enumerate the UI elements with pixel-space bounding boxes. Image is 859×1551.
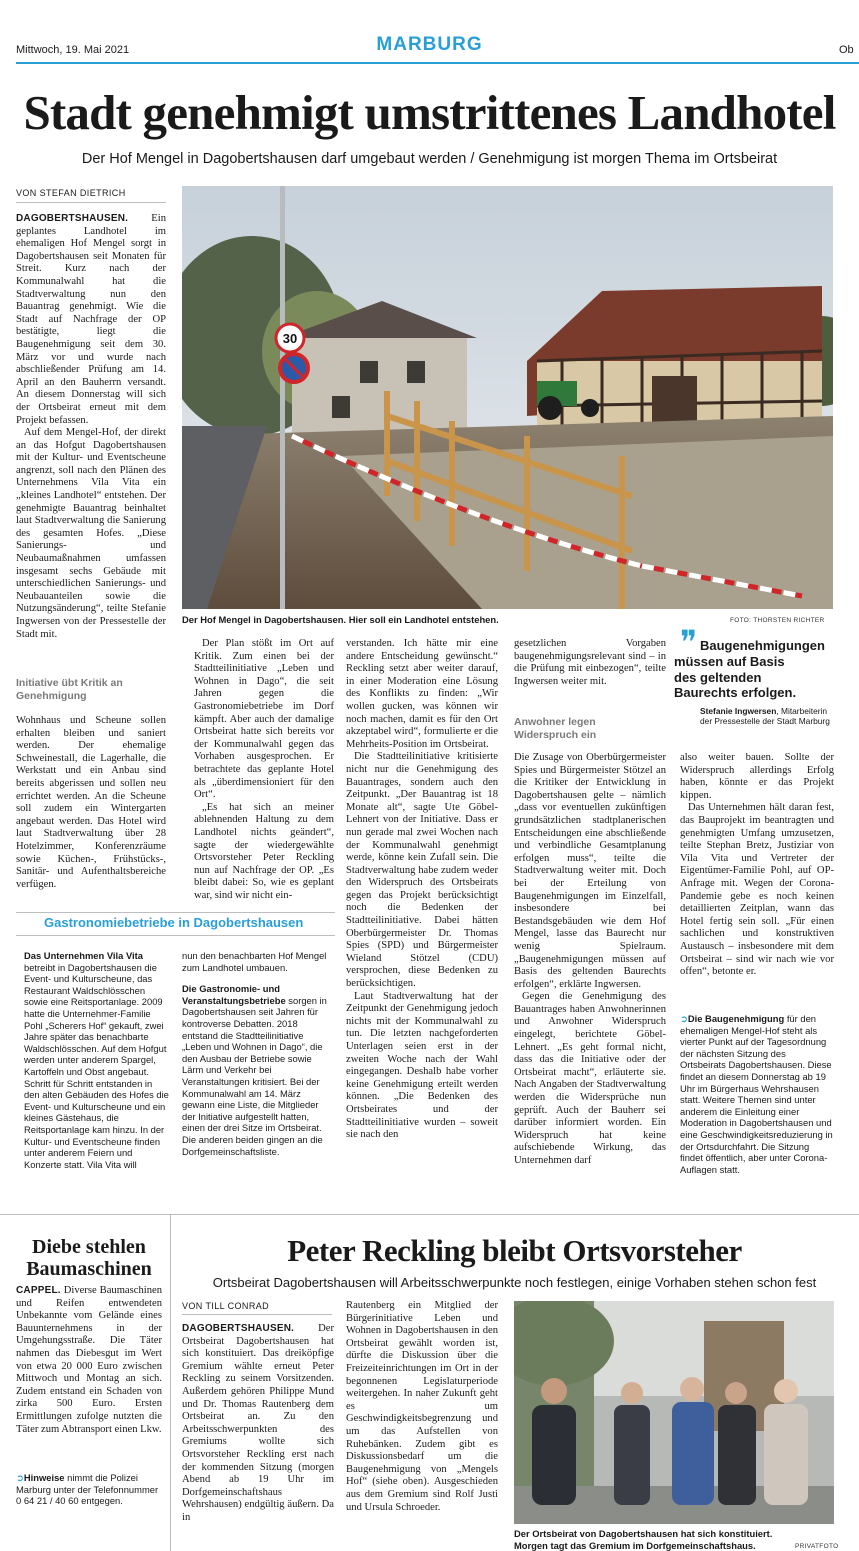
section-subhead: Anwohner legen Widerspruch ein <box>514 716 597 741</box>
article-paragraph: Die Stadtteilinitiative kritisierte nicht nur die Genehmigung des Bauantrages, sondern auch den Zeitpunkt. „Der Bauantrag ist 18 Monate alt“, sagte Ute Göbel-Lehnert von der Initiative. Dass er nun gerade mal zwei Wochen nach der Kommunalwahl genehmigt werde, könne kein Zufall sein. Die Stadtverwaltung habe zudem weder den Widerspruch des Ortsbeirats gegen das Projekt berücksichtigt noch die Bedenken der Stadtteilinitiative. Dabei hätten Oberbürgermeister Dr. Thomas Spies (SPD) und Bürgermeister Wieland Stötzel (CDU) versprochen, diese Bedenken zu berücksichtigen. <box>346 751 498 990</box>
hint-lead: Hinweise <box>23 1472 65 1483</box>
article-paragraph: Der Plan stößt im Ort auf Kritik. Zum einen bei der Stadtteilinitiative „Leben und Wohnen in Dago“, die seit Jahren gegen die Gastronomiebetriebe im Dorf kämpft. Aber auch der damalige Ortsbeirat hatte sich bereits vor der Kommunalwahl gegen das Vorhaben ausgesprochen. Er betrachtete das geplante Hotel als „überdimensioniert für den Ort“. <box>194 638 334 801</box>
lead-photo[interactable] <box>182 186 833 609</box>
page-subheadline: Der Hof Mengel in Dagobertshausen darf umgebaut werden / Genehmigung ist morgen Thema im Ortsbeirat <box>81 151 778 167</box>
byline: VON STEFAN DIETRICH <box>16 188 126 198</box>
info-box-rule-bottom <box>16 935 335 936</box>
info-note-text: für den ehemaligen Mengel-Hof steht als vierter Punkt auf der Tagesordnung der nächsten Sitzung des Ortsbeirats Dagobertshausen. Diese findet an diesem Donnerstag ab 19 Uhr im Bürgerhaus Wehrshausen statt. Weitere Themen sind unter anderem die Einleitung einer Moderation in Dagobertshausen und eine Geschwindigkeitsreduzierung in der Ortsdurchfahrt. Die Sitzung findet öffentlich, aber unter Corona-Auflagen statt. <box>680 1013 833 1175</box>
article-paragraph: Wohnhaus und Scheune sollen erhalten bleiben und saniert werden. Der ehemalige Schweinestall, die Lagerhalle, die Werkstatt und ein Anbau sind bereits abgerissen und sollen neu errichtet werden. An die Scheune soll zudem ein Wintergarten angebaut werden. Das Hotel wird laut Stadtverwaltung über 28 Hotelzimmer, Konferenzräume sowie Küchen-, Frühstücks-, Sanitär- und Aufenthaltsbereiche verfügen. <box>16 715 166 890</box>
article-paragraph: Laut Stadtverwaltung hat der Zeitpunkt der Genehmigung jedoch nichts mit der Kommunalwahl zu tun. Die letzten nachgeforderten Unterlagen seien erst in der zweiten Woche nach der Wahl eingegangen. Deshalb habe vorher keine Genehmigung erteilt werden können. „Die Bedenken des Ortsbeirates und der Stadtteilinitiative wurden – soweit sie nach den <box>346 990 498 1141</box>
info-box-title: Gastronomiebetriebe in Dagobertshausen <box>44 915 304 930</box>
quote-role: , Mitarbeiterin der Pressestelle der Stadt Marburg <box>700 706 830 726</box>
header-rule <box>16 62 859 64</box>
dateline: DAGOBERTSHAUSEN. <box>16 213 129 224</box>
article-paragraph: Der Ortsbeirat Dagobertshausen hat sich konstituiert. Das dreiköpfige Gremium wählte erneut Peter Reckling zu seinem Vorsitzenden. Außerdem gehören Philippe Mund und Dr. Thomas Rautenberg dem Ortsbeirat an. Zu den Arbeitsschwerpunkten des Gremiums wollte sich Ortsvorsteher Reckling erst nach der kommenden Sitzung (morgen Abend ab 19 Uhr im Dorfgemeinschaftshaus Wehrshausen) endgültig äußern. Da in <box>182 1323 334 1523</box>
info-box-col2 <box>182 950 327 1167</box>
article-paragraph: Rautenberg ein Mitglied der Bürgerinitiative Leben und Wohnen in Dagobertshausen in den Ortsbeirat gewählt worden ist, dürfte die Diskussion über die Freizeiteinrichtungen im Ort in der begonnenen Legislaturperiode weitergehen. In naher Zukunft geht es um Geschwindigkeitsbegrenzung und um das Aufstellen von Ruhebänken. Zudem gibt es Diskussionsbedarf um die Baugenehmigung von „Mengels Hof“ (siehe oben). Ausgeschieden aus dem Gremium sind Rolf Justi und Ursula Schroeder. <box>346 1300 498 1513</box>
info-box-text: nun den benachbarten Hof Mengel zum Landhotel umbauen. <box>182 950 327 973</box>
brief-paragraph: Diverse Baumaschinen und Reifen entwendeten Unbekannte vom Gelände eines Bauunternehmens in der Umgehungsstraße. Die Täter nahmen das Diebesgut im Wert von etwa 20 000 Euro zwischen Mittwoch und Montag an sich. Zudem entstand ein Schaden von zirka 500 Euro. Ersten Ermittlungen zufolge nutzten die Täter zum Abtransport einen Lkw. <box>16 1285 162 1435</box>
pull-quote-source <box>700 706 840 726</box>
brief-text <box>16 1285 162 1436</box>
article-paragraph: gesetzlichen Vorgaben baugenehmigungsrelevant sind – in die Prüfung mit einbezogen“, teilte Ingwersen weiter mit. <box>514 638 666 687</box>
info-box-col1 <box>24 950 169 1180</box>
article-paragraph: Das Unternehmen hält daran fest, das Bauprojekt im beantragten und genehmigten Umfang umzusetzen, teilte Stephan Bretz, Justiziar von Vila Vita und Vertreter der Eigentümer-Familie Pohl, auf OP-Anfrage mit. Wegen der Corona-Pandemie gebe es noch keinen detaillierten Zeitplan, wann das Hotel fertig sein soll. „Für einen sachlichen und konstruktiven Austausch – insbesondere mit dem Ortsbeirat – sind wir nach wie vor offen“, betonte er. <box>680 802 834 978</box>
group-photo-credit: PRIVATFOTO <box>795 1543 839 1550</box>
arrow-icon: ➲ <box>16 1472 24 1483</box>
article-paragraph: Auf dem Mengel-Hof, der direkt an das Hofgut Dagobertshausen mit der Kultur- und Eventscheune angrenzt, soll nach den Plänen des Unternehmens Vila Vita ein „kleines Landhotel“ entstehen. Der genehmigte Bauantrag beinhaltet laut Stadtverwaltung die Sanierung des gesamten Hofes. „Diese Sanierungs- und Neubaumaßnahmen umfassen insgesamt sechs Gebäude mit unterschiedlichen Sanierungs- und Neubauanteilen sowie die Nutzungsänderung“, teilte Stefanie Ingwersen von der Pressestelle der Stadt mit. <box>16 427 166 640</box>
article-paragraph: verstanden. Ich hätte mir eine andere Entscheidung gewünscht.“ Reckling setzt aber weiter darauf, in einer Moderation eine Lösung des Konflikts zu finden: „Wir wollen gucken, was können wir noch machen, damit es für den Ort akzeptabel wird“, formulierte er die Mehrheits-Position im Ortsbeirat. <box>346 638 498 750</box>
quote-name: Stefanie Ingwersen <box>700 706 777 716</box>
second-col1 <box>182 1323 334 1525</box>
second-byline: VON TILL CONRAD <box>182 1301 270 1311</box>
article-paragraph: Gegen die Genehmigung des Bauantrages haben Anwohnerinnen und Anwohner Widerspruch eingelegt, berichtete Göbel-Lehnert. „Es geht formal nicht, dass das die Initiative oder der Ortsbeirat macht“, erläuterte sie. Nach Angaben der Stadtverwaltung werden die Widersprüche nun geprüft. Auch der Bauherr sei darüber informiert worden. Ein Widerspruch hat keine aufschiebende Wirkung, das Unternehmen darf <box>514 991 666 1166</box>
brief-dateline: CAPPEL. <box>16 1285 61 1296</box>
pull-quote: Baugenehmigungen müssen auf Basis des geltenden Baurechts erfolgen. <box>674 638 825 701</box>
main-article-col4b <box>514 752 666 1168</box>
info-box-rule <box>16 912 335 913</box>
info-note <box>680 1013 834 1175</box>
info-box-text: sorgen in Dagobertshausen seit Jahren für kontroverse Debatten. 2018 entstand die Stadtteilinitiative „Leben und Wohnen in Dago“, die den Ausbau der Betriebe sowie Lärm und Verkehr bei Veranstaltungen kritisiert. Bei der Kommunalwahl am 14. März gewann eine Liste, die Mitglieder der Initiative aufgestellt hatten, einen der drei Sitze im Ortsbeirat. Die anderen beiden gingen an die Dorfgemeinschaftsliste. <box>182 994 327 1157</box>
article-paragraph: Die Zusage von Oberbürgermeister Spies und Bürgermeister Stötzel an die Kritiker der Entwicklung in Dagobertshausen gelte – nämlich „dass vor eventuellen zukünftigen grundsätzlichen stadtplanerischen Entscheidungen eine abschließende und verbindliche Gesamtplanung erfolgen muss“, teilte die Stadtverwaltung weiter mit. Doch bei der Erteilung von Baugenehmigungen im Einzelfall, insbesondere bei Bestandsgebäuden wie dem Hof Mengel, lasse das Baurecht nur wenig Spielraum. „Baugenehmigungen müssen auf Basis des geltenden Baurechts erfolgen“, erklärte Ingwersen. <box>514 752 666 990</box>
hint-text: nimmt die Polizei Marburg unter der Telefonnummer 0 64 21 / 40 60 entgegen. <box>16 1472 159 1507</box>
second-headline: Peter Reckling bleibt Ortsvorsteher <box>287 1233 742 1268</box>
main-article-col1 <box>16 213 166 641</box>
info-note-lead: Die Baugenehmigung <box>687 1013 785 1024</box>
section-title[interactable]: MARBURG <box>376 34 483 55</box>
main-article-col3 <box>346 638 498 1142</box>
second-col2 <box>346 1300 498 1514</box>
article-paragraph: also weiter bauen. Sollte der Widerspruch allerdings Erfolg haben, könnte er das Projekt kippen. <box>680 752 834 801</box>
info-box-text: betreibt in Dagobertshausen die Event- und Kulturscheune, das Restaurant Waldschlösschen sowie eine Reitsportanlage. 2009 hatte die Unternehmer-Familie Pohl „Scherers Hof“ gekauft, zwei Jahre später das benachbarte Waldschlösschen. Auf dem Hofgut werden unter anderem Spargel, Kartoffeln und Obst angebaut. Schritt für Schritt entstanden in den alten Gebäuden des Hofes die Event- und Kulturscheune und ein kleines Gästehaus, die Reitsportanlage kam hinzu. In der Kultur- und Eventscheune finden unter anderem Feiern und Konzerte statt. Vila Vita will <box>24 961 169 1170</box>
group-photo-caption: Der Ortsbeirat von Dagobertshausen hat sich konstituiert. Morgen tagt das Gremium im Dorfgemeinschaftshaus. <box>514 1528 773 1551</box>
second-subheadline: Ortsbeirat Dagobertshausen will Arbeitsschwerpunkte noch festlegen, einige Vorhaben stehen schon fest <box>212 1275 817 1290</box>
byline-rule <box>16 202 166 203</box>
group-photo[interactable] <box>514 1301 834 1524</box>
article-paragraph: „Es hat sich an meiner ablehnenden Haltung zu dem Landhotel nichts geändert“, sagte der wiedergewählte Ortsvorsteher Peter Reckling nun auf Nachfrage der OP. „Es bleibt dabei: So, wie es geplant war, sind wir nicht ein- <box>194 801 334 901</box>
info-box-lead: Die Gastronomie- und Veranstaltungsbetriebe <box>182 983 286 1006</box>
page-headline: Stadt genehmigt umstrittenes Landhotel <box>23 85 836 140</box>
section-divider <box>0 1214 859 1215</box>
info-box-lead: Das Unternehmen Vila Vita <box>24 950 143 961</box>
lead-photo-credit: FOTO: THORSTEN RICHTER <box>730 617 825 624</box>
arrow-icon: ➲ <box>680 1013 688 1024</box>
quote-mark-icon: ❞ <box>680 624 698 660</box>
group-photo-illustration <box>514 1301 834 1524</box>
main-article-col5 <box>680 752 834 979</box>
second-dateline: DAGOBERTSHAUSEN. <box>182 1323 295 1334</box>
main-article-col4 <box>514 638 666 688</box>
section-subhead: Initiative übt Kritik an Genehmigung <box>16 677 123 702</box>
farm-photo-illustration <box>182 186 833 609</box>
main-article-col1b <box>16 715 166 891</box>
speed-sign-text: 30 <box>282 331 298 346</box>
brief-headline: Diebe stehlen Baumaschinen <box>26 1236 152 1280</box>
article-paragraph: Ein geplantes Landhotel im ehemaligen Hof Mengel sorgt in Dagobertshausen seit Monaten für Streit. Kurz nach der Kommunalwahl hat die Stadtverwaltung nun den Bauantrag genehmigt. Wie die Stadt auf Nachfrage der OP bestätigte, liegt die Baugenehmigung seit dem 30. März vor und wurde nach abschließender Prüfung am 14. April an den Bauherrn versandt. An diesem Donnerstag will sich der Ortsbeirat erneut mit dem Projekt befassen. <box>16 213 166 426</box>
second-byline-rule <box>182 1314 332 1315</box>
brief-hint <box>16 1472 162 1507</box>
page-edge-text: Ob <box>839 44 854 56</box>
issue-date: Mittwoch, 19. Mai 2021 <box>16 44 130 56</box>
lead-photo-caption: Der Hof Mengel in Dagobertshausen. Hier soll ein Landhotel entstehen. <box>182 614 499 625</box>
main-article-col2 <box>194 638 334 902</box>
